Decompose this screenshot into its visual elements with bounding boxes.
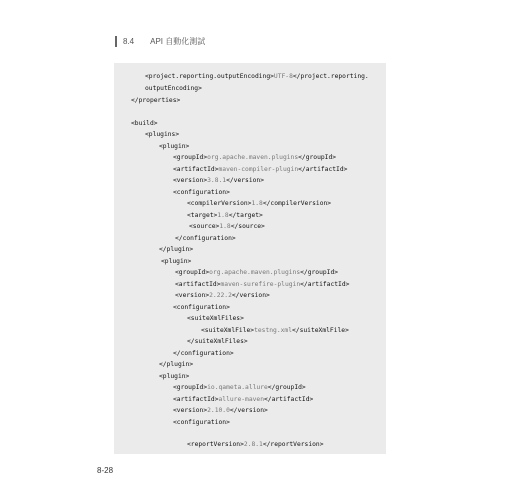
- code-line: [145, 73, 369, 81]
- code-line: [175, 281, 349, 289]
- code-closing-tag: </artifactId>: [298, 166, 348, 173]
- code-closing-tag: </reportVersion>: [262, 441, 324, 448]
- code-listing: [114, 63, 386, 454]
- page-number: 8-28: [97, 466, 114, 475]
- code-value: maven-compiler-plugin: [218, 166, 299, 173]
- code-value: 1.8: [219, 223, 231, 230]
- code-value: 1.8: [251, 200, 263, 207]
- code-tag: <suiteXmlFiles>: [187, 315, 244, 322]
- code-line: [145, 131, 179, 139]
- code-line: [159, 246, 193, 254]
- code-line: [173, 189, 230, 197]
- running-header: [115, 36, 205, 47]
- code-line: [187, 315, 244, 323]
- code-tag: <plugins>: [145, 131, 180, 138]
- code-line: [173, 154, 336, 162]
- code-line: [173, 419, 230, 427]
- code-closing-tag: </groupId>: [300, 269, 339, 276]
- code-closing-tag: </source>: [230, 223, 265, 230]
- code-tag: <configuration>: [173, 189, 230, 196]
- code-tag: <source>: [189, 223, 220, 230]
- code-line: [173, 384, 306, 392]
- code-value: allure-maven: [218, 396, 264, 403]
- code-line: [131, 97, 180, 105]
- code-tag: <groupId>: [173, 154, 208, 161]
- code-line: [131, 120, 158, 128]
- code-line: [187, 212, 263, 220]
- code-line: [173, 396, 313, 404]
- code-value: 1.8: [217, 212, 229, 219]
- code-closing-tag: </artifactId>: [264, 396, 314, 403]
- code-tag: <artifactId>: [173, 166, 219, 173]
- code-tag: <artifactId>: [175, 281, 221, 288]
- code-line: [175, 235, 236, 243]
- code-tag: <version>: [173, 407, 208, 414]
- code-tag: <version>: [175, 292, 210, 299]
- section-title: API 自動化測試: [150, 37, 206, 46]
- code-line: [187, 338, 248, 346]
- code-closing-tag: </groupId>: [267, 384, 306, 391]
- code-tag: <groupId>: [175, 269, 210, 276]
- code-value: 2.10.0: [207, 407, 230, 414]
- section-number: 8.4: [123, 37, 135, 46]
- code-line: [201, 327, 349, 335]
- code-closing-tag: </version>: [229, 407, 268, 414]
- code-closing-tag: </suiteXmlFile>: [292, 327, 349, 334]
- code-line: [161, 258, 191, 266]
- code-closing-tag: </target>: [228, 212, 263, 219]
- code-value: UTF-8: [273, 73, 293, 80]
- code-line: [187, 200, 331, 208]
- code-tag: <target>: [187, 212, 218, 219]
- header-bar-decoration: [115, 36, 117, 47]
- code-line: [173, 407, 268, 415]
- code-tag: <plugin>: [161, 258, 192, 265]
- code-tag: </configuration>: [175, 235, 236, 242]
- code-line: [173, 177, 264, 185]
- code-closing-tag: </artifactId>: [300, 281, 350, 288]
- code-tag: <configuration>: [173, 304, 230, 311]
- code-closing-tag: </version>: [226, 177, 265, 184]
- code-value: maven-surefire-plugin: [220, 281, 301, 288]
- code-tag: </plugin>: [159, 246, 194, 253]
- code-value: org.apache.maven.plugins: [209, 269, 301, 276]
- code-line: [173, 166, 347, 174]
- code-line: [173, 304, 230, 312]
- code-value: 2.8.1: [243, 441, 263, 448]
- code-tag: <build>: [131, 120, 158, 127]
- code-closing-tag: </project.reporting.: [292, 73, 369, 80]
- code-tag: <artifactId>: [173, 396, 219, 403]
- code-value: org.apache.maven.plugins: [207, 154, 299, 161]
- code-line: [175, 292, 270, 300]
- code-closing-tag: </version>: [231, 292, 270, 299]
- code-value: testng.xml: [254, 327, 292, 334]
- code-line: [145, 85, 202, 93]
- code-tag: <plugin>: [159, 373, 190, 380]
- code-closing-tag: </compilerVersion>: [262, 200, 332, 207]
- code-tag: <project.reporting.outputEncoding>: [145, 73, 274, 80]
- code-line: [159, 143, 189, 151]
- code-tag: <plugin>: [159, 143, 190, 150]
- code-value: io.qameta.allure: [207, 384, 268, 391]
- code-closing-tag: </groupId>: [298, 154, 337, 161]
- code-line: [175, 269, 338, 277]
- code-tag: </suiteXmlFiles>: [187, 338, 248, 345]
- code-value: 2.22.2: [209, 292, 232, 299]
- code-line: [189, 223, 265, 231]
- code-tag: <version>: [173, 177, 208, 184]
- code-tag: <configuration>: [173, 419, 230, 426]
- code-value: 3.8.1: [207, 177, 227, 184]
- code-tag: </plugin>: [159, 361, 194, 368]
- code-line: [159, 361, 193, 369]
- code-tag: <reportVersion>: [187, 441, 244, 448]
- code-line: [173, 350, 234, 358]
- code-tag: <groupId>: [173, 384, 208, 391]
- code-tag: <compilerVersion>: [187, 200, 252, 207]
- code-tag: </properties>: [131, 97, 181, 104]
- code-line: [187, 441, 324, 449]
- code-tag: <suiteXmlFile>: [201, 327, 255, 334]
- code-line: [159, 373, 189, 381]
- code-tag: outputEncoding>: [145, 85, 202, 92]
- code-tag: </configuration>: [173, 350, 234, 357]
